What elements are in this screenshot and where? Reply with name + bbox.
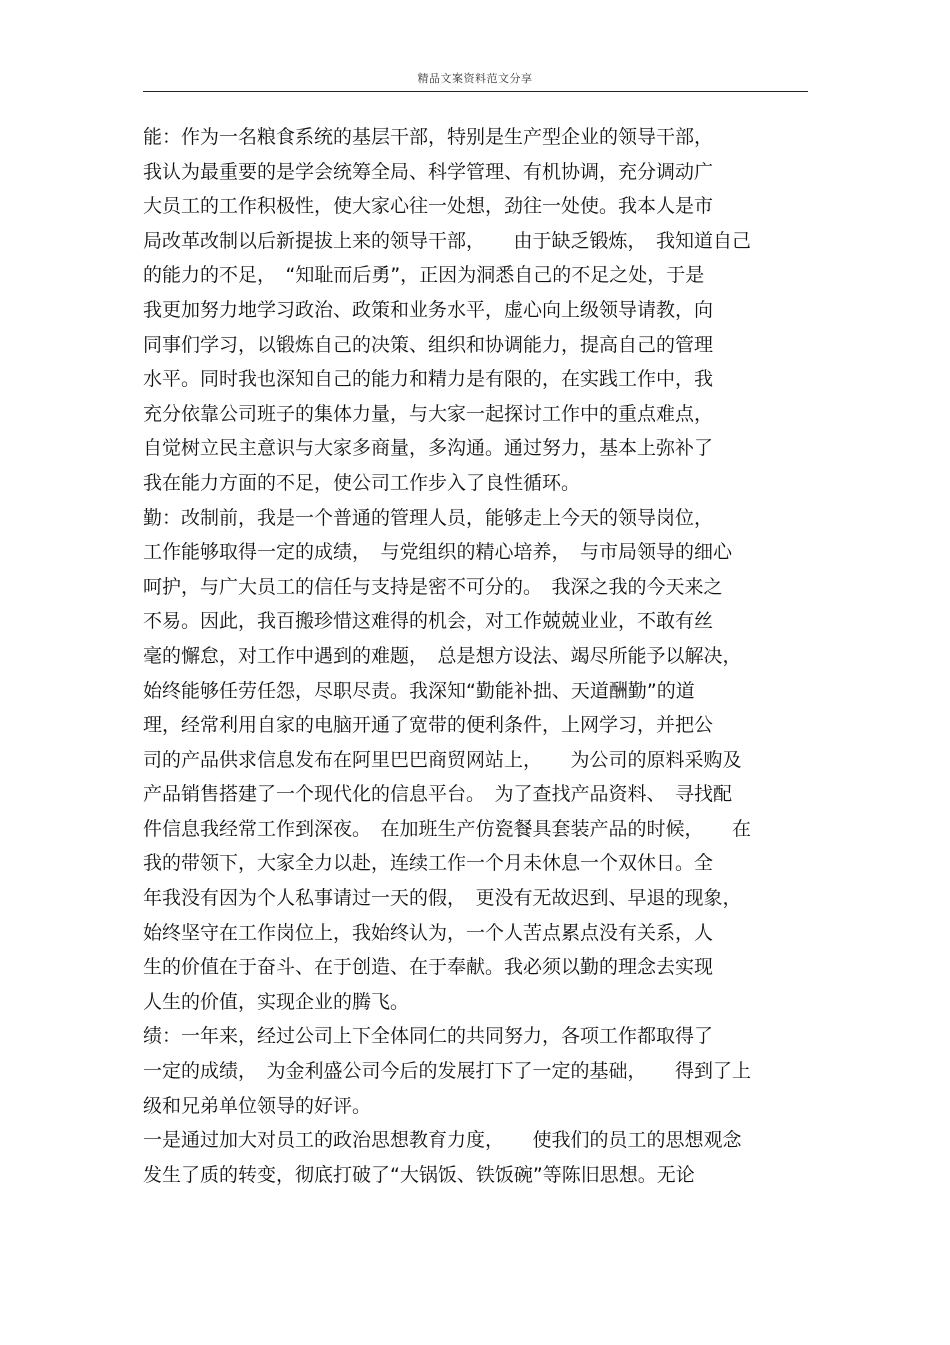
text-line: 始终能够任劳任怨，尽职尽责。我深知“勤能补拙、天道酬勤”的道 [143,679,695,702]
text-line: 产品销售搭建了一个现代化的信息平台。 为了查找产品资料、 寻找配 [143,783,733,806]
text-line: 人生的价值，实现企业的腾飞。 [143,990,410,1013]
text-line: 水平。同时我也深知自己的能力和精力是有限的，在实践工作中，我 [143,368,714,391]
text-line: 始终坚守在工作岗位上，我始终认为，一个人苦点累点没有关系，人 [143,921,714,944]
text-line: 一是通过加大对员工的政治思想教育力度， 使我们的员工的思想观念 [143,1129,742,1152]
text-line: 工作能够取得一定的成绩， 与党组织的精心培养， 与市局领导的细心 [143,541,733,564]
text-line: 理，经常利用自家的电脑开通了宽带的便利条件，上网学习，并把公 [143,714,714,737]
text-line: 呵护，与广大员工的信任与支持是密不可分的。 我深之我的今天来之 [143,575,723,598]
text-line: 毫的懈怠，对工作中遇到的难题， 总是想方设法、竭尽所能予以解决， [143,644,742,667]
page-header: 精品文案资料范文分享 [417,72,533,85]
text-line: 自觉树立民主意识与大家多商量，多沟通。通过努力，基本上弥补了 [143,437,714,460]
text-line: 级和兄弟单位领导的好评。 [143,1094,372,1117]
text-line: 件信息我经常工作到深夜。 在加班生产仿瓷餐具套装产品的时候， 在 [143,817,752,840]
header-divider [143,91,808,92]
text-line: 司的产品供求信息发布在阿里巴巴商贸网站上， 为公司的原料采购及 [143,748,742,771]
text-line: 发生了质的转变，彻底打破了“大锅饭、铁饭碗”等陈旧思想。无论 [143,1163,695,1186]
text-line: 年我没有因为个人私事请过一天的假， 更没有无故迟到、早退的现象， [143,887,742,910]
text-line: 勤：改制前，我是一个普通的管理人员，能够走上今天的领导岗位， [143,506,714,529]
text-line: 局改革改制以后新提拔上来的领导干部， 由于缺乏锻炼， 我知道自己 [143,229,752,252]
document-body [143,120,808,1192]
text-line: 我在能力方面的不足，使公司工作步入了良性循环。 [143,471,581,494]
text-line: 的能力的不足， “知耻而后勇”，正因为洞悉自己的不足之处，于是 [143,264,705,287]
text-line: 充分依靠公司班子的集体力量，与大家一起探讨工作中的重点难点， [143,402,714,425]
text-line: 大员工的工作积极性，使大家心往一处想，劲往一处使。我本人是市 [143,195,714,218]
text-line: 生的价值在于奋斗、在于创造、在于奉献。我必须以勤的理念去实现 [143,956,714,979]
text-line: 我更加努力地学习政治、政策和业务水平，虚心向上级领导请教，向 [143,298,714,321]
text-line: 不易。因此，我百搬珍惜这难得的机会，对工作兢兢业业，不敢有丝 [143,610,714,633]
text-line: 我的带领下，大家全力以赴，连续工作一个月未休息一个双休日。全 [143,852,714,875]
text-line: 绩：一年来，经过公司上下全体同仁的共同努力，各项工作都取得了 [143,1025,714,1048]
text-line: 一定的成绩， 为金利盛公司今后的发展打下了一定的基础， 得到了上 [143,1060,752,1083]
text-line: 能：作为一名粮食系统的基层干部，特别是生产型企业的领导干部， [143,126,714,148]
text-line: 我认为最重要的是学会统筹全局、科学管理、有机协调，充分调动广 [143,160,714,183]
text-line: 同事们学习，以锻炼自己的决策、组织和协调能力，提高自己的管理 [143,333,714,356]
